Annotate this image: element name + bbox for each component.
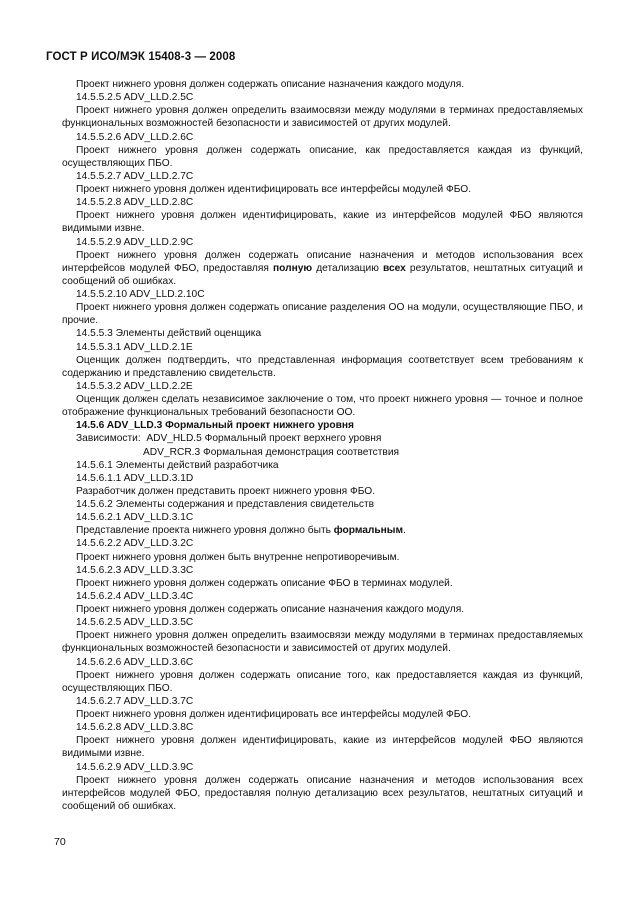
section-number: 14.5.6.2 Элементы содержания и представления свидетельств xyxy=(76,499,375,510)
paragraph: Проект нижнего уровня должен определить взаимосвязи между модулями в терминах предоставляемых функциональных возможностей безопасности и зависимостей от других модулей. xyxy=(62,630,583,655)
section-number: 14.5.6.2.2 ADV_LLD.3.2C xyxy=(76,538,194,550)
document-body xyxy=(62,78,583,813)
section-title: 14.5.6 ADV_LLD.3 Формальный проект нижнего уровня xyxy=(76,420,354,432)
emphasis-text: полную xyxy=(272,262,313,274)
section-number: 14.5.6.2.9 ADV_LLD.3.9C xyxy=(76,761,194,773)
paragraph: Проект нижнего уровня должен содержать описание разделения ОО на модули, осуществляющие ПБО, и прочие. xyxy=(62,302,583,327)
section-number: 14.5.5.3.1 ADV_LLD.2.1E xyxy=(76,341,193,353)
paragraph: Проект нижнего уровня должен идентифицировать, какие из интерфейсов модулей ФБО являются видимыми извне. xyxy=(62,735,583,760)
paragraph: Проект нижнего уровня должен содержать описание назначения и методов использования всех интерфейсов модулей ФБО, предоставляя полную детализацию всех результатов, нештатных ситуаций и сообщений об ошибках. xyxy=(62,774,583,812)
emphasis-text: всех xyxy=(382,262,406,274)
paragraph: Проект нижнего уровня должен содержать описание назначения каждого модуля. xyxy=(76,604,465,615)
paragraph xyxy=(62,524,583,537)
paragraph: Разработчик должен представить проект нижнего уровня ФБО. xyxy=(76,485,376,497)
section-number: 14.5.5.2.5 ADV_LLD.2.5C xyxy=(76,92,194,104)
section-number: 14.5.6.2.6 ADV_LLD.3.6C xyxy=(76,656,194,668)
section-number: 14.5.5.2.7 ADV_LLD.2.7C xyxy=(76,170,194,182)
paragraph: Проект нижнего уровня должен идентифицировать все интерфейсы модулей ФБО. xyxy=(76,709,472,720)
paragraph: Проект нижнего уровня должен идентифицировать все интерфейсы модулей ФБО. xyxy=(76,184,472,195)
paragraph xyxy=(62,249,583,288)
section-number: 14.5.6.2.1 ADV_LLD.3.1C xyxy=(76,512,194,524)
text-run: Проект нижнего уровня должен содержать описание назначения и методов использования всех интерфейсов модулей ФБО, предоставляя xyxy=(62,249,583,274)
section-number: 14.5.6.1.1 ADV_LLD.3.1D xyxy=(76,472,194,484)
dependencies-line: Зависимости: ADV_HLD.5 Формальный проект верхнего уровня xyxy=(76,433,382,445)
section-number: 14.5.6.2.3 ADV_LLD.3.3C xyxy=(76,564,194,576)
section-number: 14.5.6.2.7 ADV_LLD.3.7C xyxy=(76,695,194,707)
text-run: . xyxy=(403,525,406,537)
section-number: 14.5.6.1 Элементы действий разработчика xyxy=(76,459,279,471)
section-number: 14.5.5.2.6 ADV_LLD.2.6C xyxy=(76,131,194,143)
document-header: ГОСТ Р ИСО/МЭК 15408-3 — 2008 xyxy=(46,51,236,63)
section-number: 14.5.5.3 Элементы действий оценщика xyxy=(76,328,262,340)
page-number: 70 xyxy=(54,836,66,848)
paragraph: Проект нижнего уровня должен быть внутренне непротиворечивым. xyxy=(76,551,400,563)
text-run: результатов, нештатных ситуаций и сообщений об ошибках. xyxy=(62,262,583,287)
section-number: 14.5.6.2.5 ADV_LLD.3.5C xyxy=(76,617,194,629)
section-number: 14.5.5.2.10 ADV_LLD.2.10C xyxy=(76,289,205,300)
paragraph: Проект нижнего уровня должен идентифицировать, какие из интерфейсов модулей ФБО являются видимыми извне. xyxy=(62,210,583,235)
text-run: Представление проекта нижнего уровня должно быть xyxy=(76,525,334,537)
section-number: 14.5.5.2.8 ADV_LLD.2.8C xyxy=(76,197,194,209)
section-number: 14.5.5.3.2 ADV_LLD.2.2E xyxy=(76,380,193,392)
dependencies-line: ADV_RCR.3 Формальная демонстрация соответствия xyxy=(143,446,400,458)
paragraph: Оценщик должен подтвердить, что представленная информация соответствует всем требованиям к содержанию и представлению свидетельств. xyxy=(62,354,583,379)
emphasis-text: формальным xyxy=(333,525,404,537)
section-number: 14.5.5.2.9 ADV_LLD.2.9C xyxy=(76,236,194,248)
paragraph: Проект нижнего уровня должен содержать описание того, как предоставляется каждая из функций, осуществляющих ПБО. xyxy=(62,669,583,694)
paragraph: Оценщик должен сделать независимое заключение о том, что проект нижнего уровня — точное и полное отображение функциональных требований безопасности ОО. xyxy=(62,394,583,419)
section-number: 14.5.6.2.4 ADV_LLD.3.4C xyxy=(76,590,194,602)
section-number: 14.5.6.2.8 ADV_LLD.3.8C xyxy=(76,722,194,734)
paragraph: Проект нижнего уровня должен содержать описание ФБО в терминах модулей. xyxy=(76,577,453,589)
paragraph: Проект нижнего уровня должен определить взаимосвязи между модулями в терминах предоставляемых функциональных возможностей безопасности и зависимостей от других модулей. xyxy=(62,105,583,130)
text-run: детализацию xyxy=(312,262,383,274)
paragraph: Проект нижнего уровня должен содержать описание, как предоставляется каждая из функций, осуществляющих ПБО. xyxy=(62,144,583,169)
paragraph: Проект нижнего уровня должен содержать описание назначения каждого модуля. xyxy=(76,79,465,90)
